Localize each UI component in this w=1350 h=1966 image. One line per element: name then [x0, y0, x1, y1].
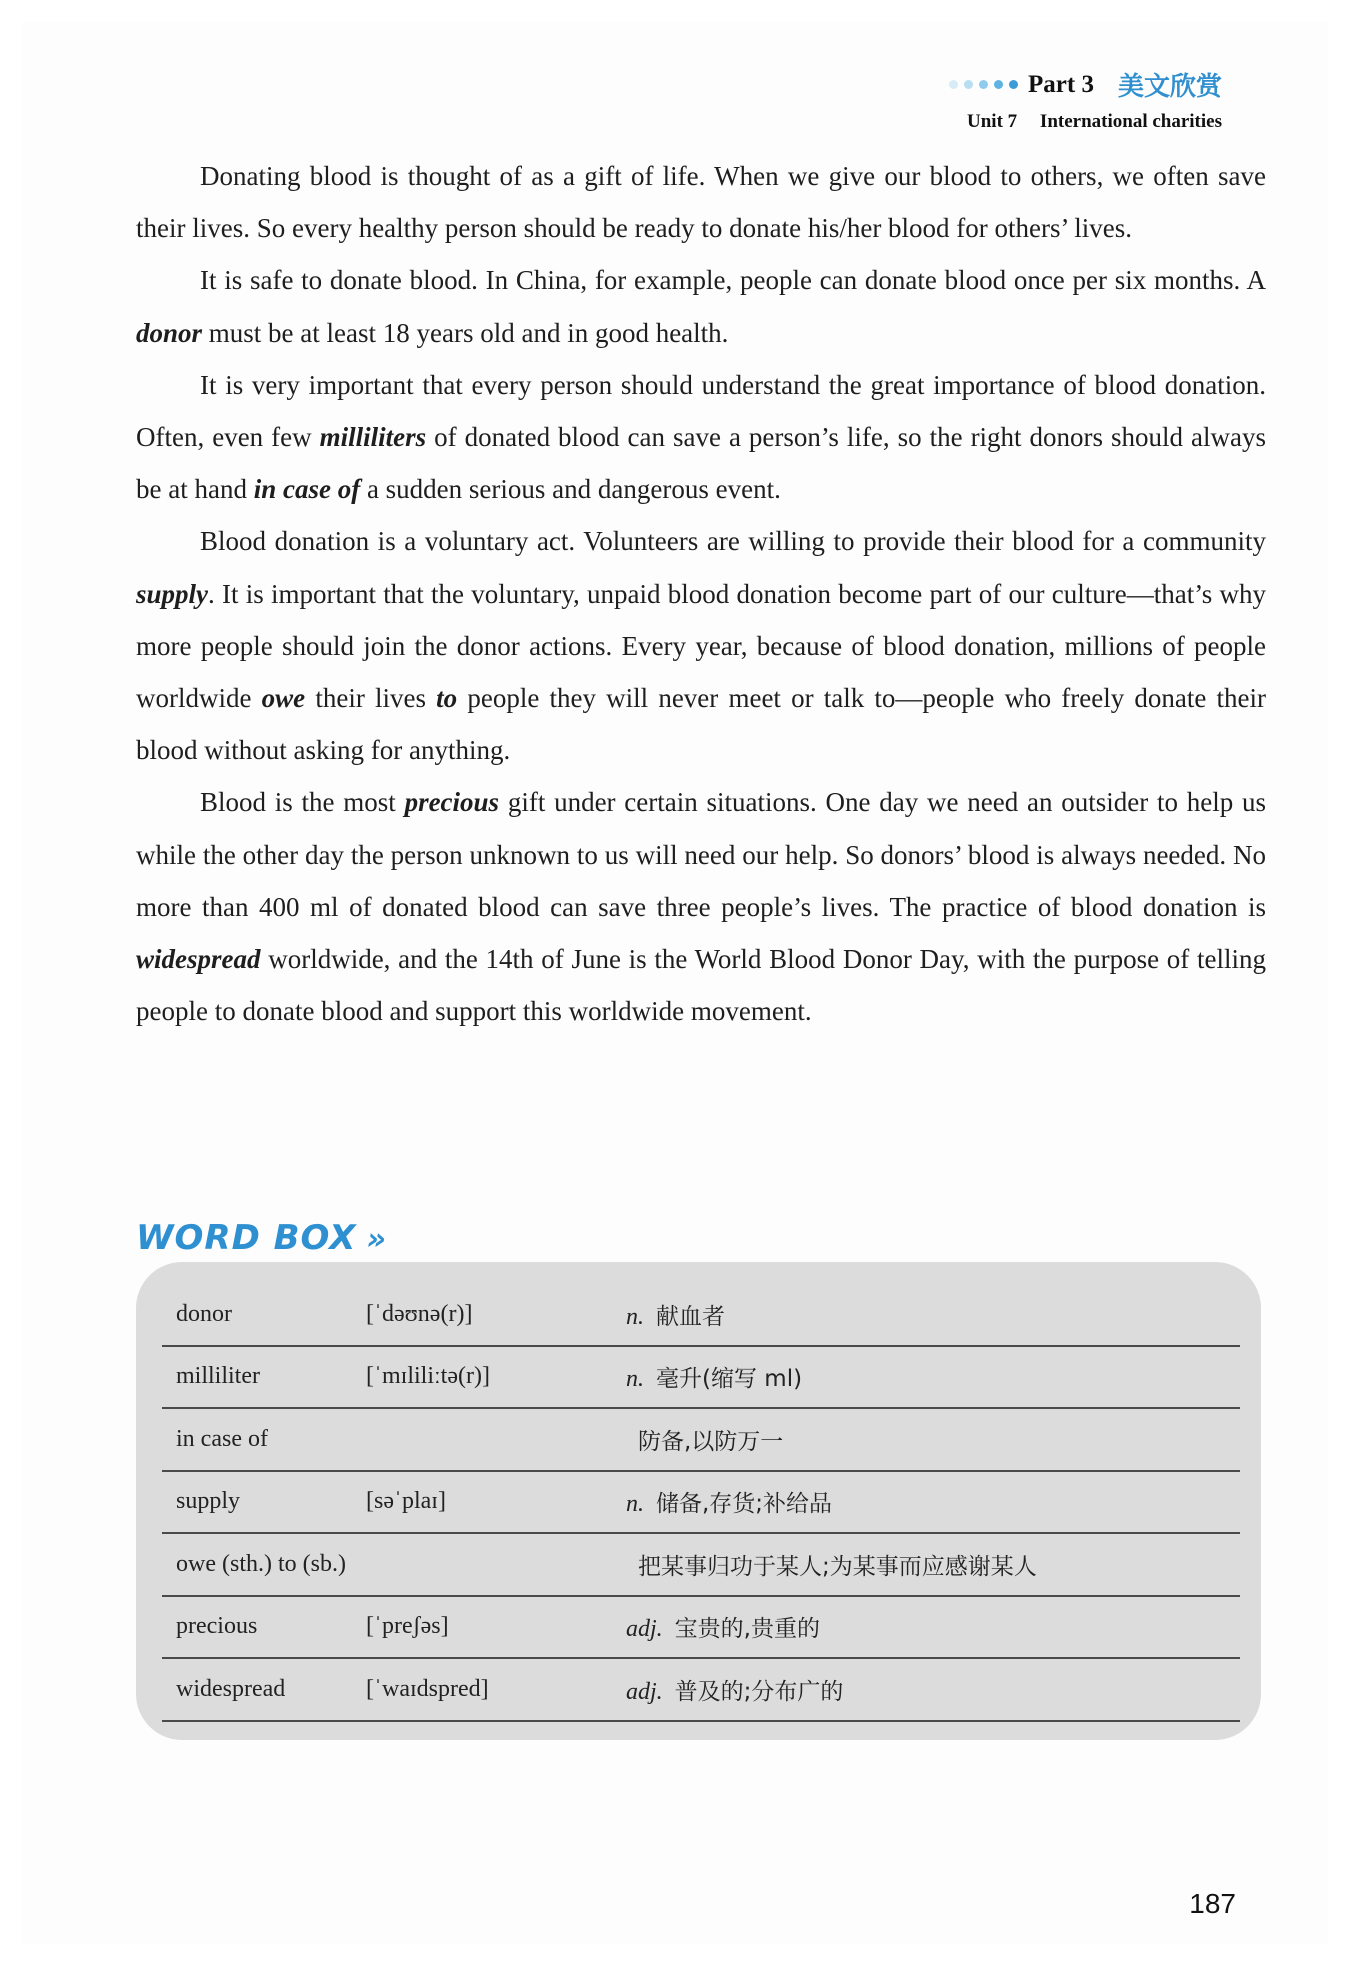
word-term: in case of	[176, 1425, 268, 1452]
text-run: It is safe to donate blood. In China, for example, people can donate blood once per six months. A	[200, 265, 1266, 296]
dot-icon	[949, 80, 958, 89]
paragraph-2	[136, 254, 1266, 358]
word-row	[162, 1534, 1240, 1597]
text-run: of donated blood can save a person’s life, so the right donors should always be at hand	[136, 422, 1266, 505]
word-definition	[626, 1673, 1240, 1706]
word-phonetic: [ˈdəʊnə(r)]	[366, 1300, 473, 1327]
paragraph-5	[136, 776, 1266, 1037]
word-phonetic: [ˈwaɪdspred]	[366, 1675, 489, 1702]
word-row	[162, 1347, 1240, 1410]
word-meaning: 毫升(缩写 ml)	[656, 1366, 803, 1393]
word-phonetic: [ˈpreʃəs]	[366, 1613, 449, 1640]
word-definition	[626, 1360, 1240, 1393]
word-meaning: 储备,存货;补给品	[656, 1491, 833, 1518]
part-of-speech: adj.	[626, 1616, 663, 1643]
dot-icon	[979, 80, 988, 89]
word-term: precious	[176, 1613, 258, 1640]
double-chevron-icon: »	[366, 1222, 387, 1257]
word-row	[162, 1284, 1240, 1347]
keyword-donor: donor	[136, 317, 203, 348]
text-run: people they will never meet or talk to—people who freely donate their blood without asking for anything.	[136, 683, 1266, 766]
dot-icon	[1009, 80, 1018, 89]
part-of-speech: adj.	[626, 1678, 663, 1705]
text-run: . It is important that the voluntary, unpaid blood donation become part of our culture—that’s why more people should join the donor actions. Every year, because of blood donation, millions of people worldwide	[136, 578, 1266, 714]
text-run: their lives	[305, 683, 437, 714]
text-run: Blood donation is a voluntary act. Volunteers are willing to provide their blood for a community	[200, 526, 1266, 557]
paragraph-3	[136, 359, 1266, 516]
word-term: supply	[176, 1488, 241, 1515]
keyword-owe: owe	[261, 683, 306, 714]
dot-icon	[964, 80, 973, 89]
word-meaning: 宝贵的,贵重的	[674, 1616, 820, 1643]
article-body	[136, 150, 1266, 1037]
page	[22, 22, 1328, 1944]
word-box-table	[162, 1284, 1240, 1722]
paragraph-4	[136, 515, 1266, 776]
word-term: milliliter	[176, 1363, 260, 1390]
word-definition	[626, 1485, 1240, 1518]
word-meaning: 普及的;分布广的	[674, 1678, 844, 1705]
word-box-title-text: WORD BOX	[136, 1218, 357, 1258]
word-term: widespread	[176, 1675, 286, 1702]
word-row	[162, 1409, 1240, 1472]
word-phonetic: [ˈmɪliliːtə(r)]	[366, 1363, 490, 1390]
word-term: donor	[176, 1300, 232, 1327]
keyword-to: to	[436, 683, 458, 714]
word-term: owe (sth.) to (sb.)	[176, 1550, 346, 1577]
keyword-widespread: widespread	[136, 944, 261, 975]
keyword-supply: supply	[136, 578, 209, 609]
word-phonetic: [səˈplaɪ]	[366, 1488, 446, 1515]
word-definition	[626, 1298, 1240, 1331]
keyword-precious: precious	[404, 787, 500, 818]
word-box	[136, 1262, 1261, 1740]
word-meaning: 把某事归功于某人;为某事而应感谢某人	[638, 1553, 1037, 1580]
page-number: 187	[1189, 1888, 1236, 1919]
unit-label: Unit 7	[967, 111, 1018, 132]
paragraph-1: Donating blood is thought of as a gift of life. When we give our blood to others, we often save their lives. So every healthy person should be ready to donate his/her blood for others’ lives.	[136, 161, 1266, 244]
word-meaning: 献血者	[656, 1303, 725, 1330]
word-definition	[626, 1610, 1240, 1643]
part-label: Part 3	[1028, 70, 1094, 98]
text-run: a sudden serious and dangerous event.	[360, 474, 781, 505]
text-run: gift under certain situations. One day we need an outsider to help us while the other day the person unknown to us will need our help. So donors’ blood is always needed. No more than 400 ml of donated blood can save three people’s lives. The practice of blood donation is	[136, 787, 1266, 922]
dot-icon	[994, 80, 1003, 89]
running-header	[949, 66, 1222, 133]
keyword-milliliters: milliliters	[319, 422, 427, 453]
word-row	[162, 1659, 1240, 1722]
decorative-dots	[949, 80, 1018, 89]
word-row	[162, 1597, 1240, 1660]
unit-title: International charities	[1039, 111, 1222, 132]
word-row	[162, 1472, 1240, 1535]
part-of-speech: n.	[626, 1366, 644, 1393]
text-run: Blood is the most	[200, 787, 405, 818]
text-run: worldwide, and the 14th of June is the World Blood Donor Day, with the purpose of telling people to donate blood and support this worldwide movement.	[136, 944, 1266, 1027]
text-run: must be at least 18 years old and in good health.	[202, 317, 729, 348]
word-meaning: 防备,以防万一	[638, 1428, 784, 1455]
keyword-in-case-of: in case of	[253, 474, 361, 505]
section-title-cn: 美文欣赏	[1117, 72, 1222, 102]
text-run: It is very important that every person should understand the great importance of blood donation. Often, even few	[136, 369, 1266, 453]
word-definition	[626, 1423, 1240, 1456]
part-of-speech: n.	[626, 1491, 644, 1518]
part-of-speech: n.	[626, 1303, 644, 1330]
word-definition	[626, 1548, 1240, 1581]
word-box-title	[136, 1218, 387, 1258]
